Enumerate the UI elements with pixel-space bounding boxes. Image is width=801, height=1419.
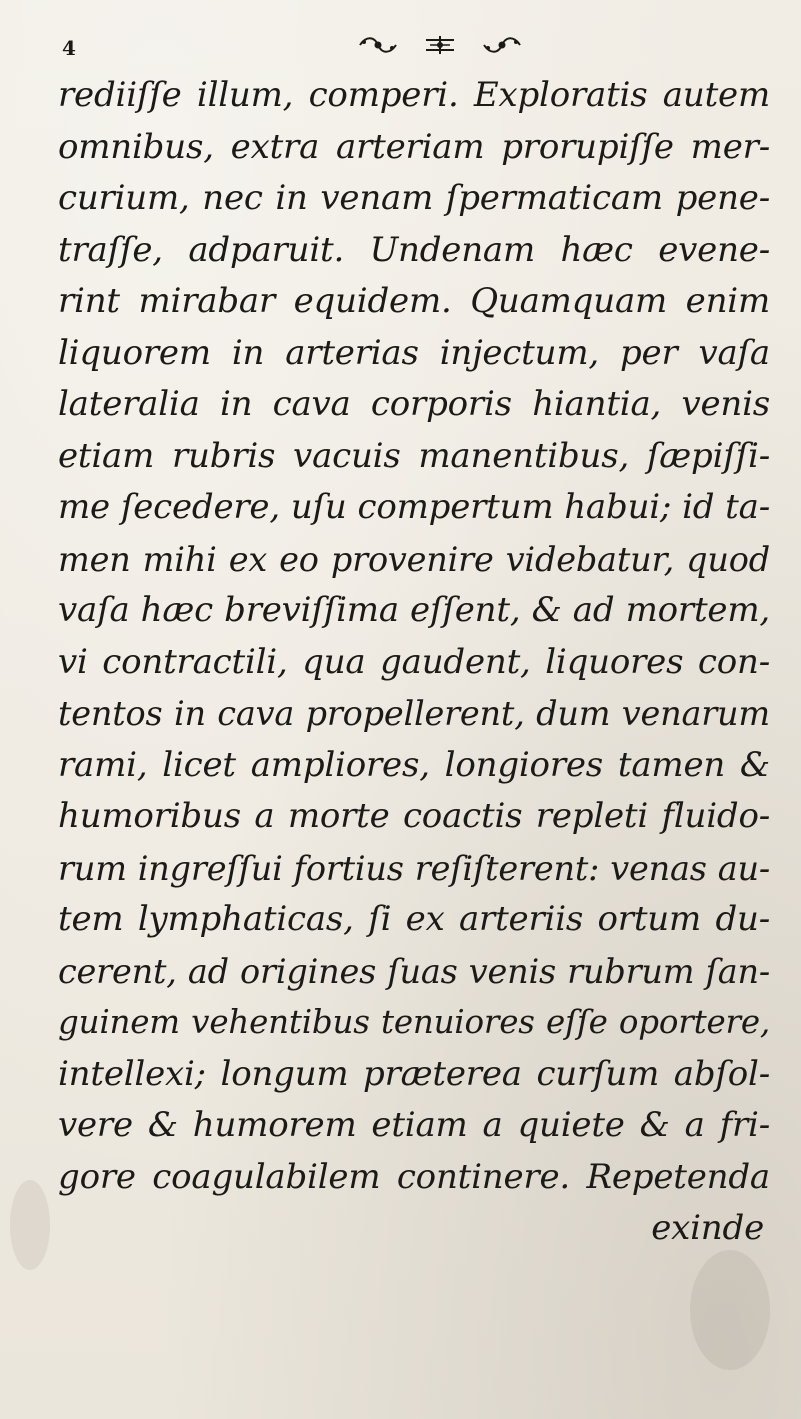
- text-line: humoribus a morte coactis repleti fluido-: [58, 796, 770, 836]
- text-line: vaſa hæc breviſſima eſſent, & ad mortem,: [58, 590, 770, 630]
- text-line: rint mirabar equidem. Quamquam enim: [58, 281, 770, 321]
- text-line: tem lymphaticas, ſi ex arteriis ortum du-: [58, 899, 770, 939]
- body-text: [58, 70, 770, 1255]
- text-line: traſſe, adparuit. Undenam hæc evene-: [58, 229, 770, 270]
- text-line: guinem vehentibus tenuiores eſſe oportere,: [58, 1003, 770, 1041]
- text-line: rum ingreſſui fortius reſiſterent: venas au-: [58, 848, 770, 888]
- text-line: lateralia in cava corporis hiantia, venis: [58, 384, 770, 424]
- paper-stain: [690, 1250, 770, 1370]
- text-line: men mihi ex eo provenire videbatur, quod: [58, 539, 770, 579]
- text-line: omnibus, extra arteriam prorupiſſe mer-: [58, 126, 770, 167]
- text-line: etiam rubris vacuis manentibus, ſæpiſſi-: [58, 435, 770, 476]
- text-line: rami, licet ampliores, longiores tamen &: [58, 744, 770, 785]
- floral-ornament-icon: [356, 34, 400, 56]
- text-line: vere & humorem etiam a quiete & a fri-: [58, 1105, 770, 1145]
- floral-ornament-icon: [480, 34, 524, 56]
- floral-ornament-icon: [420, 34, 460, 56]
- text-line: curium, nec in venam ſpermaticam pene-: [58, 178, 770, 218]
- text-line: rediiſſe illum, comperi. Exploratis autem: [58, 75, 770, 115]
- text-line: gore coagulabilem continere. Repetenda: [58, 1156, 770, 1197]
- text-line: cerent, ad origines ſuas venis rubrum ſan-: [58, 951, 770, 991]
- text-line: me ſecedere, uſu compertum habui; id ta-: [58, 487, 770, 527]
- text-line: tentos in cava propellerent, dum venarum: [58, 694, 770, 733]
- page-number: 4: [62, 36, 76, 60]
- paper-stain: [10, 1180, 50, 1270]
- text-line: intellexi; longum præterea curſum abſol-: [58, 1053, 770, 1094]
- text-line: liquorem in arterias injectum, per vaſa: [58, 332, 770, 373]
- catchword: exinde: [651, 1208, 764, 1248]
- text-line: vi contractili, qua gaudent, liquores con-: [58, 641, 770, 682]
- header-ornament: [356, 34, 524, 56]
